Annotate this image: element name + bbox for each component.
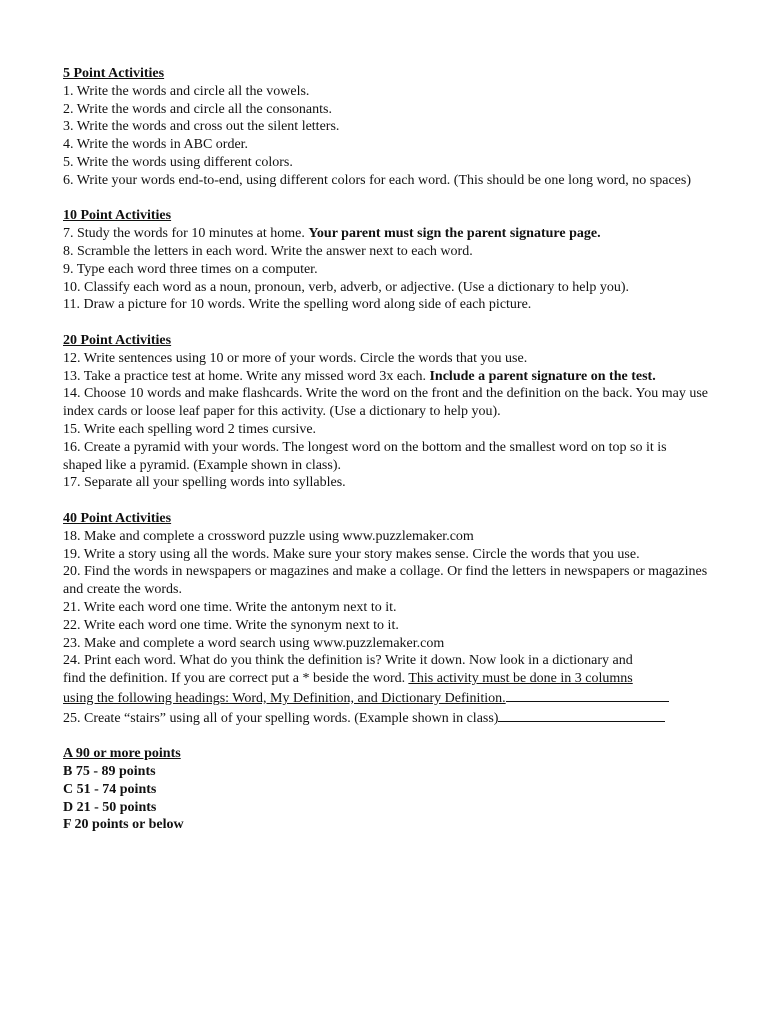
- activity-item-12: 12. Write sentences using 10 or more of your words. Circle the words that you use.: [63, 350, 528, 366]
- activity-item-17: 17. Separate all your spelling words into syllables.: [63, 475, 346, 491]
- section-heading-20-points: 20 Point Activities: [63, 332, 172, 348]
- activity-item-24-text: find the definition. If you are correct put a * beside the word.: [63, 671, 409, 687]
- answer-blank-line: [506, 688, 669, 702]
- activity-item-7-bold-note: Your parent must sign the parent signature page.: [308, 226, 601, 242]
- activity-item-7-text: 7. Study the words for 10 minutes at home.: [63, 226, 309, 242]
- grade-d: D 21 - 50 points: [63, 799, 157, 815]
- activity-item-10: 10. Classify each word as a noun, pronoun, verb, adverb, or adjective. (Use a dictionary to help you).: [63, 279, 630, 295]
- section-heading-40-points: 40 Point Activities: [63, 510, 172, 526]
- activity-item-9: 9. Type each word three times on a computer.: [63, 261, 318, 277]
- section-spacer: [63, 727, 708, 745]
- activity-item-16: 16. Create a pyramid with your words. The longest word on the bottom and the smallest word on top so it is shaped like a pyramid. (Example shown in class).: [63, 439, 667, 473]
- activity-item-1: 1. Write the words and circle all the vowels.: [63, 83, 310, 99]
- grade-f: F 20 points or below: [63, 817, 184, 833]
- grade-b: B 75 - 89 points: [63, 764, 156, 780]
- activity-item-24-line-3: [63, 688, 708, 708]
- activity-item-11: 11. Draw a picture for 10 words. Write the spelling word along side of each picture.: [63, 297, 532, 313]
- activity-item-8: 8. Scramble the letters in each word. Write the answer next to each word.: [63, 243, 473, 259]
- activity-item-22: 22. Write each word one time. Write the synonym next to it.: [63, 617, 399, 633]
- activity-item-23: 23. Make and complete a word search using www.puzzlemaker.com: [63, 635, 445, 651]
- activity-item-20: 20. Find the words in newspapers or magazines and make a collage. Or find the letters in newspapers or magazines and create the words.: [63, 564, 708, 598]
- activity-item-15: 15. Write each spelling word 2 times cursive.: [63, 421, 317, 437]
- answer-blank-line: [498, 708, 665, 722]
- activity-item-2: 2. Write the words and circle all the consonants.: [63, 101, 332, 117]
- activity-item-6: 6. Write your words end-to-end, using different colors for each word. (This should be one long word, no spaces): [63, 172, 691, 188]
- activity-item-4: 4. Write the words in ABC order.: [63, 137, 249, 153]
- activity-item-24-underlined-note-cont: using the following headings: Word, My Definition, and Dictionary Definition.: [63, 690, 506, 706]
- grade-c: C 51 - 74 points: [63, 781, 157, 797]
- section-heading-5-points: 5 Point Activities: [63, 66, 165, 81]
- activity-item-19: 19. Write a story using all the words. Make sure your story makes sense. Circle the words that you use.: [63, 546, 640, 562]
- activity-item-13: [63, 368, 708, 386]
- activity-item-24-line-2: [63, 670, 708, 688]
- activity-item-5: 5. Write the words using different colors.: [63, 154, 293, 170]
- activity-item-7: [63, 225, 708, 243]
- activity-item-24-underlined-note: This activity must be done in 3 columns: [408, 671, 633, 687]
- activity-document: [63, 65, 708, 834]
- grade-a: A 90 or more points: [63, 746, 181, 762]
- activity-item-18: 18. Make and complete a crossword puzzle using www.puzzlemaker.com: [63, 528, 474, 544]
- activity-item-24-line-1: 24. Print each word. What do you think the definition is? Write it down. Now look in a dictionary and: [63, 653, 633, 669]
- activity-item-3: 3. Write the words and cross out the silent letters.: [63, 119, 340, 135]
- activity-item-25-text: 25. Create “stairs” using all of your spelling words. (Example shown in class): [63, 710, 499, 726]
- activity-item-14: 14. Choose 10 words and make flashcards. Write the word on the front and the definition on the back. You may use index cards or loose leaf paper for this activity. (Use a dictionary to help you).: [63, 386, 708, 420]
- section-spacer: [63, 492, 708, 510]
- section-spacer: [63, 314, 708, 332]
- section-spacer: [63, 190, 708, 208]
- activity-item-13-bold-note: Include a parent signature on the test.: [429, 368, 656, 384]
- activity-item-21: 21. Write each word one time. Write the antonym next to it.: [63, 599, 397, 615]
- activity-item-25: [63, 708, 708, 728]
- activity-item-13-text: 13. Take a practice test at home. Write any missed word 3x each.: [63, 368, 430, 384]
- section-heading-10-points: 10 Point Activities: [63, 208, 172, 224]
